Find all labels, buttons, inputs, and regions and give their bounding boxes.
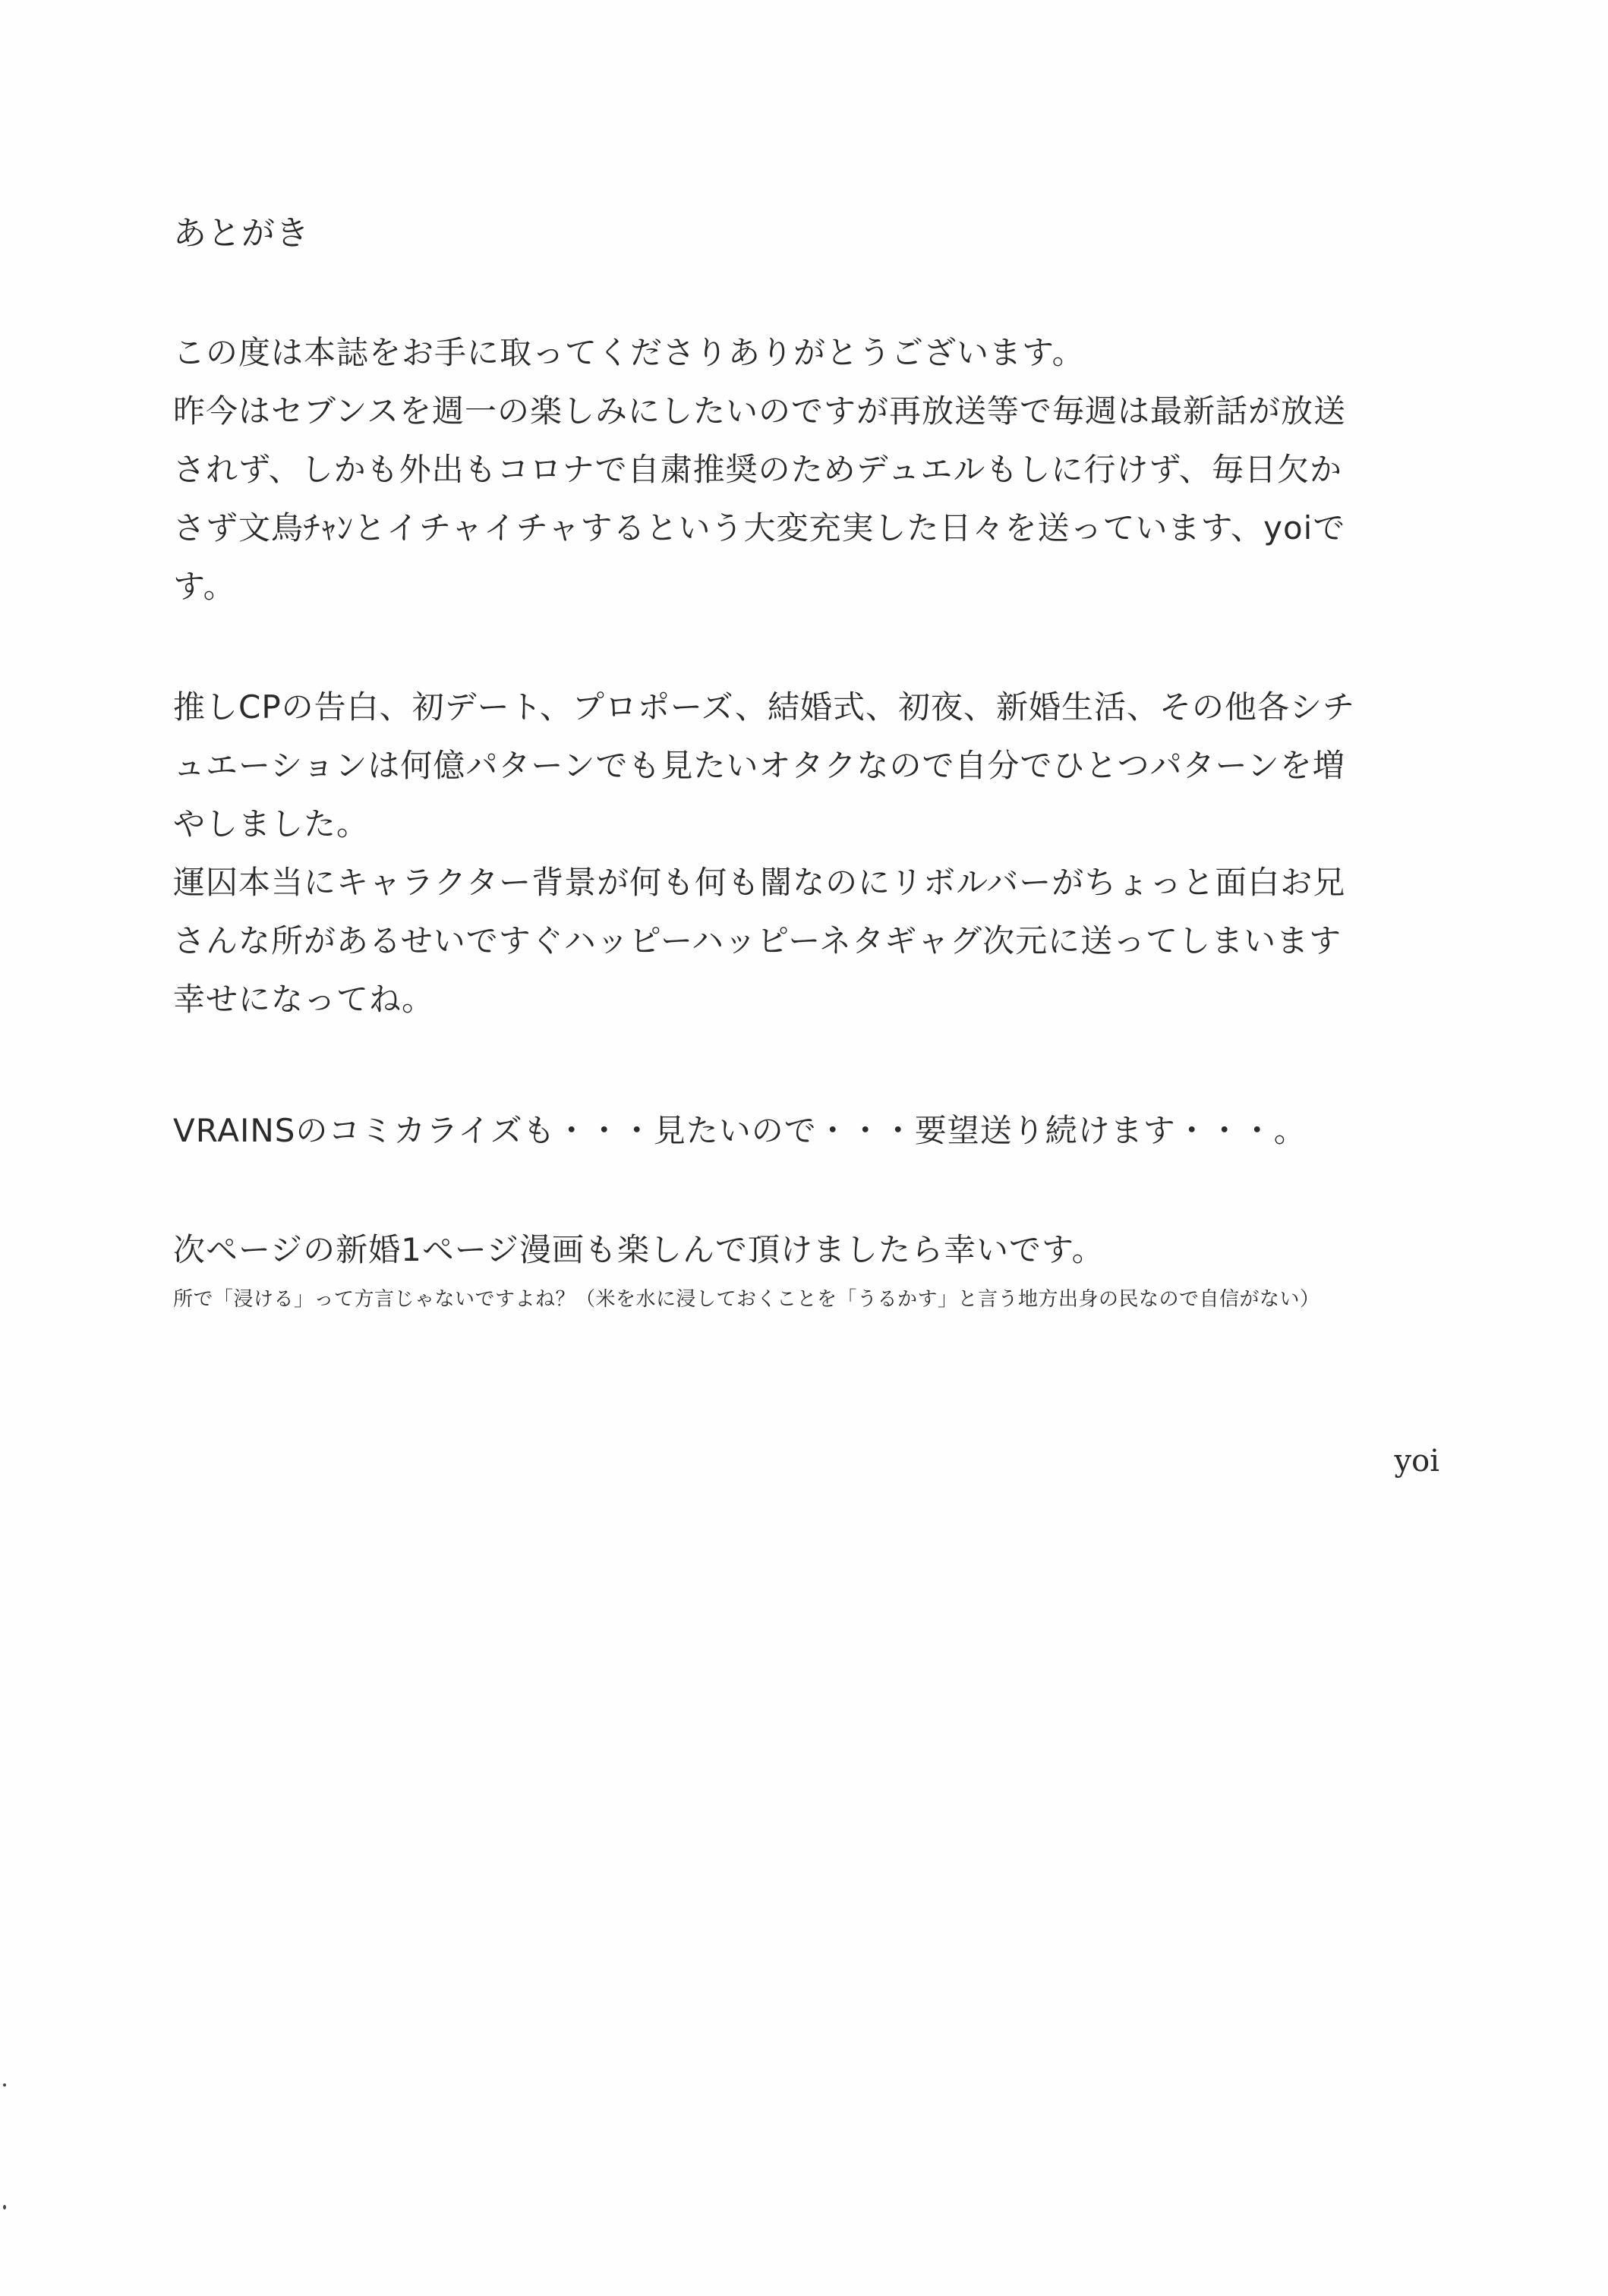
footnote: 所で「浸ける」って方言じゃないですよね？（米を水に浸しておくことを「うるかす」と言う地方出身の民なので自信がない） [173, 1288, 1320, 1311]
text-line: やしました。 [173, 805, 370, 842]
author-signature: yoi [1394, 1444, 1439, 1479]
text-line: さず文鳥ﾁｬﾝとイチャイチャするという大変充実した日々を送っています、yoiで [173, 509, 1346, 546]
page-heading: あとがき [173, 214, 310, 253]
scan-speck [3, 2083, 6, 2087]
text-line: 幸せになってね。 [173, 981, 435, 1018]
text-line: 推しCPの告白、初デート、プロポーズ、結婚式、初夜、新婚生活、その他各シチ [173, 688, 1356, 726]
paragraph-next-page: 次ページの新婚1ページ漫画も楽しんで頂けましたら幸いです。 [173, 1231, 1105, 1268]
text-line: ュエーションは何億パターンでも見たいオタクなので自分でひとつパターンを増 [173, 747, 1345, 784]
text-line: す。 [173, 568, 236, 605]
text-line: 運囚本当にキャラクター背景が何も何も闇なのにリボルバーがちょっと面白お兄 [173, 864, 1346, 901]
text-line: さんな所があるせいですぐハッピーハッピーネタギャグ次元に送ってしまいます [173, 922, 1342, 959]
paragraph-comicalize: VRAINSのコミカライズも・・・見たいので・・・要望送り続けます・・・。 [173, 1112, 1307, 1149]
text-line: されず、しかも外出もコロナで自粛推奨のためデュエルもしに行けず、毎日欠か [173, 451, 1343, 488]
text-line: 昨今はセブンスを週一の楽しみにしたいのですが再放送等で毎週は最新話が放送 [173, 392, 1347, 430]
scan-speck [3, 2205, 6, 2209]
text-line: この度は本誌をお手に取ってくださりありがとうございます。 [173, 334, 1085, 371]
